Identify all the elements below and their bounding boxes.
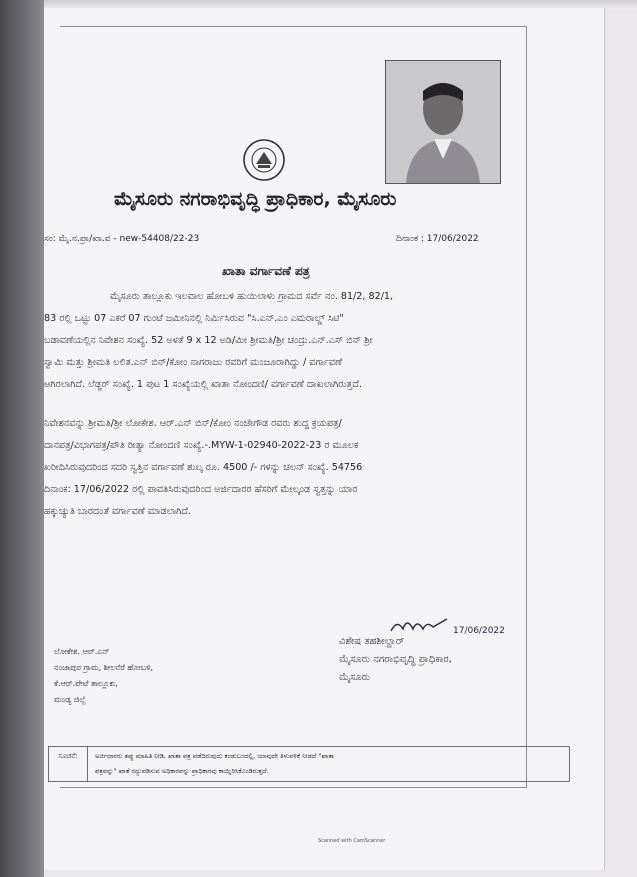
scanner-watermark: Scanned with CamScanner (318, 838, 386, 844)
body-line: 83 ರಲ್ಲಿ ಒಟ್ಟು 07 ಎಕರೆ 07 ಗುಂಟೆ ಜಮೀನಿನಲ್ಲಿ ನಿರ್ಮಿಸಿರುವ "ಸಿ.ಎನ್.ಎಂ ಎಮರಾಲ್ಡ್ ಸಿಟಿ" (44, 313, 344, 324)
signatory-block (339, 633, 452, 687)
body-line: ದಿನಾಂಕ: 17/06/2022 ರಲ್ಲಿ ಪಾವತಿಸಿರುವುದರಿಂದ ಅರ್ಜಿದಾರರ ಹೆಸರಿಗೆ ಮೇಲ್ಕಂಡ ಸ್ವತ್ತನ್ನು ಯಾರ (44, 484, 358, 495)
issue-date: ದಿನಾಂಕ : 17/06/2022 (396, 234, 479, 244)
address-line: ಮಂಡ್ಯ ಜಿಲ್ಲೆ (54, 695, 86, 704)
body-line: ಖರೀದಿಸಿರುವುದರಿಂದ ಸದರಿ ಸ್ವತ್ತಿನ ವರ್ಗಾವಣೆ ಶುಲ್ಕ ರೂ. 4500 /- ಗಳನ್ನು ಚಲನ್ ಸಂಖ್ಯೆ. 54756 (44, 462, 363, 473)
body-line: ಸ್ವಾಮಿ ಮತ್ತು ಶ್ರೀಮತಿ ಲಲಿತ.ಎನ್ ಬಿನ್/ಕೋಂ ನಾಗರಾಜು ರವರಿಗೆ ಮಂಜೂರಾಗಿದ್ದು / ವರ್ಗಾವಣೆ (44, 357, 343, 368)
notice-text (95, 749, 334, 779)
handwritten-date: 17/06/2022 (453, 626, 505, 636)
signatory-office: ಮೈಸೂರು ನಗರಾಭಿವೃದ್ಧಿ ಪ್ರಾಧಿಕಾರ, (339, 654, 452, 665)
body-line: ಮೈಸೂರು ತಾಲ್ಲೂಕು ಇಲವಾಲ ಹೋಬಳಿ ಹುಯಿಲಾಳು ಗ್ರಾಮದ ಸರ್ವೆ ನಂ. 81/2, 82/1, (110, 291, 394, 302)
document-title: ಖಾತಾ ವರ್ಗಾವಣೆ ಪತ್ರ (222, 264, 310, 278)
document-page (44, 8, 605, 870)
signatory-designation: ವಿಶೇಷ ತಹಶೀಲ್ದಾರ್ (339, 636, 405, 647)
body-line: ನಿವೇಶನವನ್ನು ಶ್ರೀಮತಿ/ಶ್ರೀ ಲೋಕೇಶ. ಆರ್.ಎನ್ ಬಿನ್/ಕೋಂ ನಂಜೇಗೌಡ ರವರು ಶುದ್ಧ ಕ್ರಯಪತ್ರ/ (44, 418, 342, 429)
body-line: ಹಕ್ಕುಚ್ಯುತಿ ಬಾರದಂತೆ ವರ್ಗಾವಣೆ ಮಾಡಲಾಗಿದೆ. (44, 506, 191, 517)
notice-label: ಸೂಚನೆ: (49, 747, 88, 781)
body-line: ಆಗಿರಲಾಗಿದೆ. ಲೆಡ್ಜರ್ ಸಂಖ್ಯೆ. 1 ಪುಟ 1 ಸಂಖ್ಯೆಯಲ್ಲಿ ಖಾತಾ ನೋಂದಣಿ/ ವರ್ಗಾವಣೆ ದಾಖಲಾಗಿರುತ್ತದೆ. (44, 379, 362, 390)
authority-title: ಮೈಸೂರು ನಗರಾಭಿವೃದ್ಧಿ ಪ್ರಾಧಿಕಾರ, ಮೈಸೂರು (114, 188, 397, 210)
address-line: ಲೋಕೇಶ. ಆರ್.ಎನ್ (54, 647, 110, 656)
notice-box (48, 746, 570, 782)
notice-line: ಪತ್ರವನ್ನು" ಖಾತೆ ರದ್ದುಪಡಿಸುವ ಅಧಿಕಾರವನ್ನು ಪ್ರಾಧಿಕಾರವು ಕಾಯ್ದಿರಿಸಿಕೊಂಡಿರುತ್ತದೆ. (95, 767, 269, 775)
address-line: ಕೆ.ಆರ್.ಪೇಟೆ ತಾಲ್ಲೂಕು, (54, 679, 118, 688)
address-line: ನಂಜಾಪುರ ಗ್ರಾಮ, ಶೀಲನೆರೆ ಹೋಬಳಿ, (54, 663, 154, 672)
notice-line: ಅರ್ಜಿದಾರರು ತಪ್ಪು ಮಾಹಿತಿ ನೀಡಿ, ಖಾತಾ ಪತ್ರ ಪಡೆದಿರುವುದು ಕಂಡುಬಂದಲ್ಲಿ, ಯಾವುದೇ ತಿಳುವಳಿಕೆ ನೀಡದೆ "ಖಾತಾ (95, 752, 335, 760)
emblem-seal (242, 138, 286, 182)
book-binding (0, 0, 44, 877)
body-line: ಬಡಾವಣೆಯಲ್ಲಿನ ನಿವೇಶನ ಸಂಖ್ಯೆ. 52 ಅಳತೆ 9 x 12 ಅಡಿ/ಮೀ ಶ್ರೀಮತಿ/ಶ್ರೀ ಚಂದ್ರು.ಎನ್.ಎಸ್ ಬಿನ್ ಶ್ರೀ (44, 335, 373, 346)
applicant-photo (385, 60, 501, 184)
reference-number: ಸಂ: ಮೈ.ನ.ಪ್ರಾ/ಖಾ.ವ - new-54408/22-23 (44, 234, 200, 244)
signatory-city: ಮೈಸೂರು (339, 672, 371, 683)
recipient-address (54, 644, 153, 708)
body-line: ದಾನಪತ್ರ/ವಿಭಾಗಪತ್ರ/ಪೌತಿ ರೀತ್ಯಾ ನೋಂದಣಿ ಸಂಖ್ಯೆ.-.MYW-1-02940-2022-23 ರ ಮೂಲಕ (44, 440, 359, 451)
